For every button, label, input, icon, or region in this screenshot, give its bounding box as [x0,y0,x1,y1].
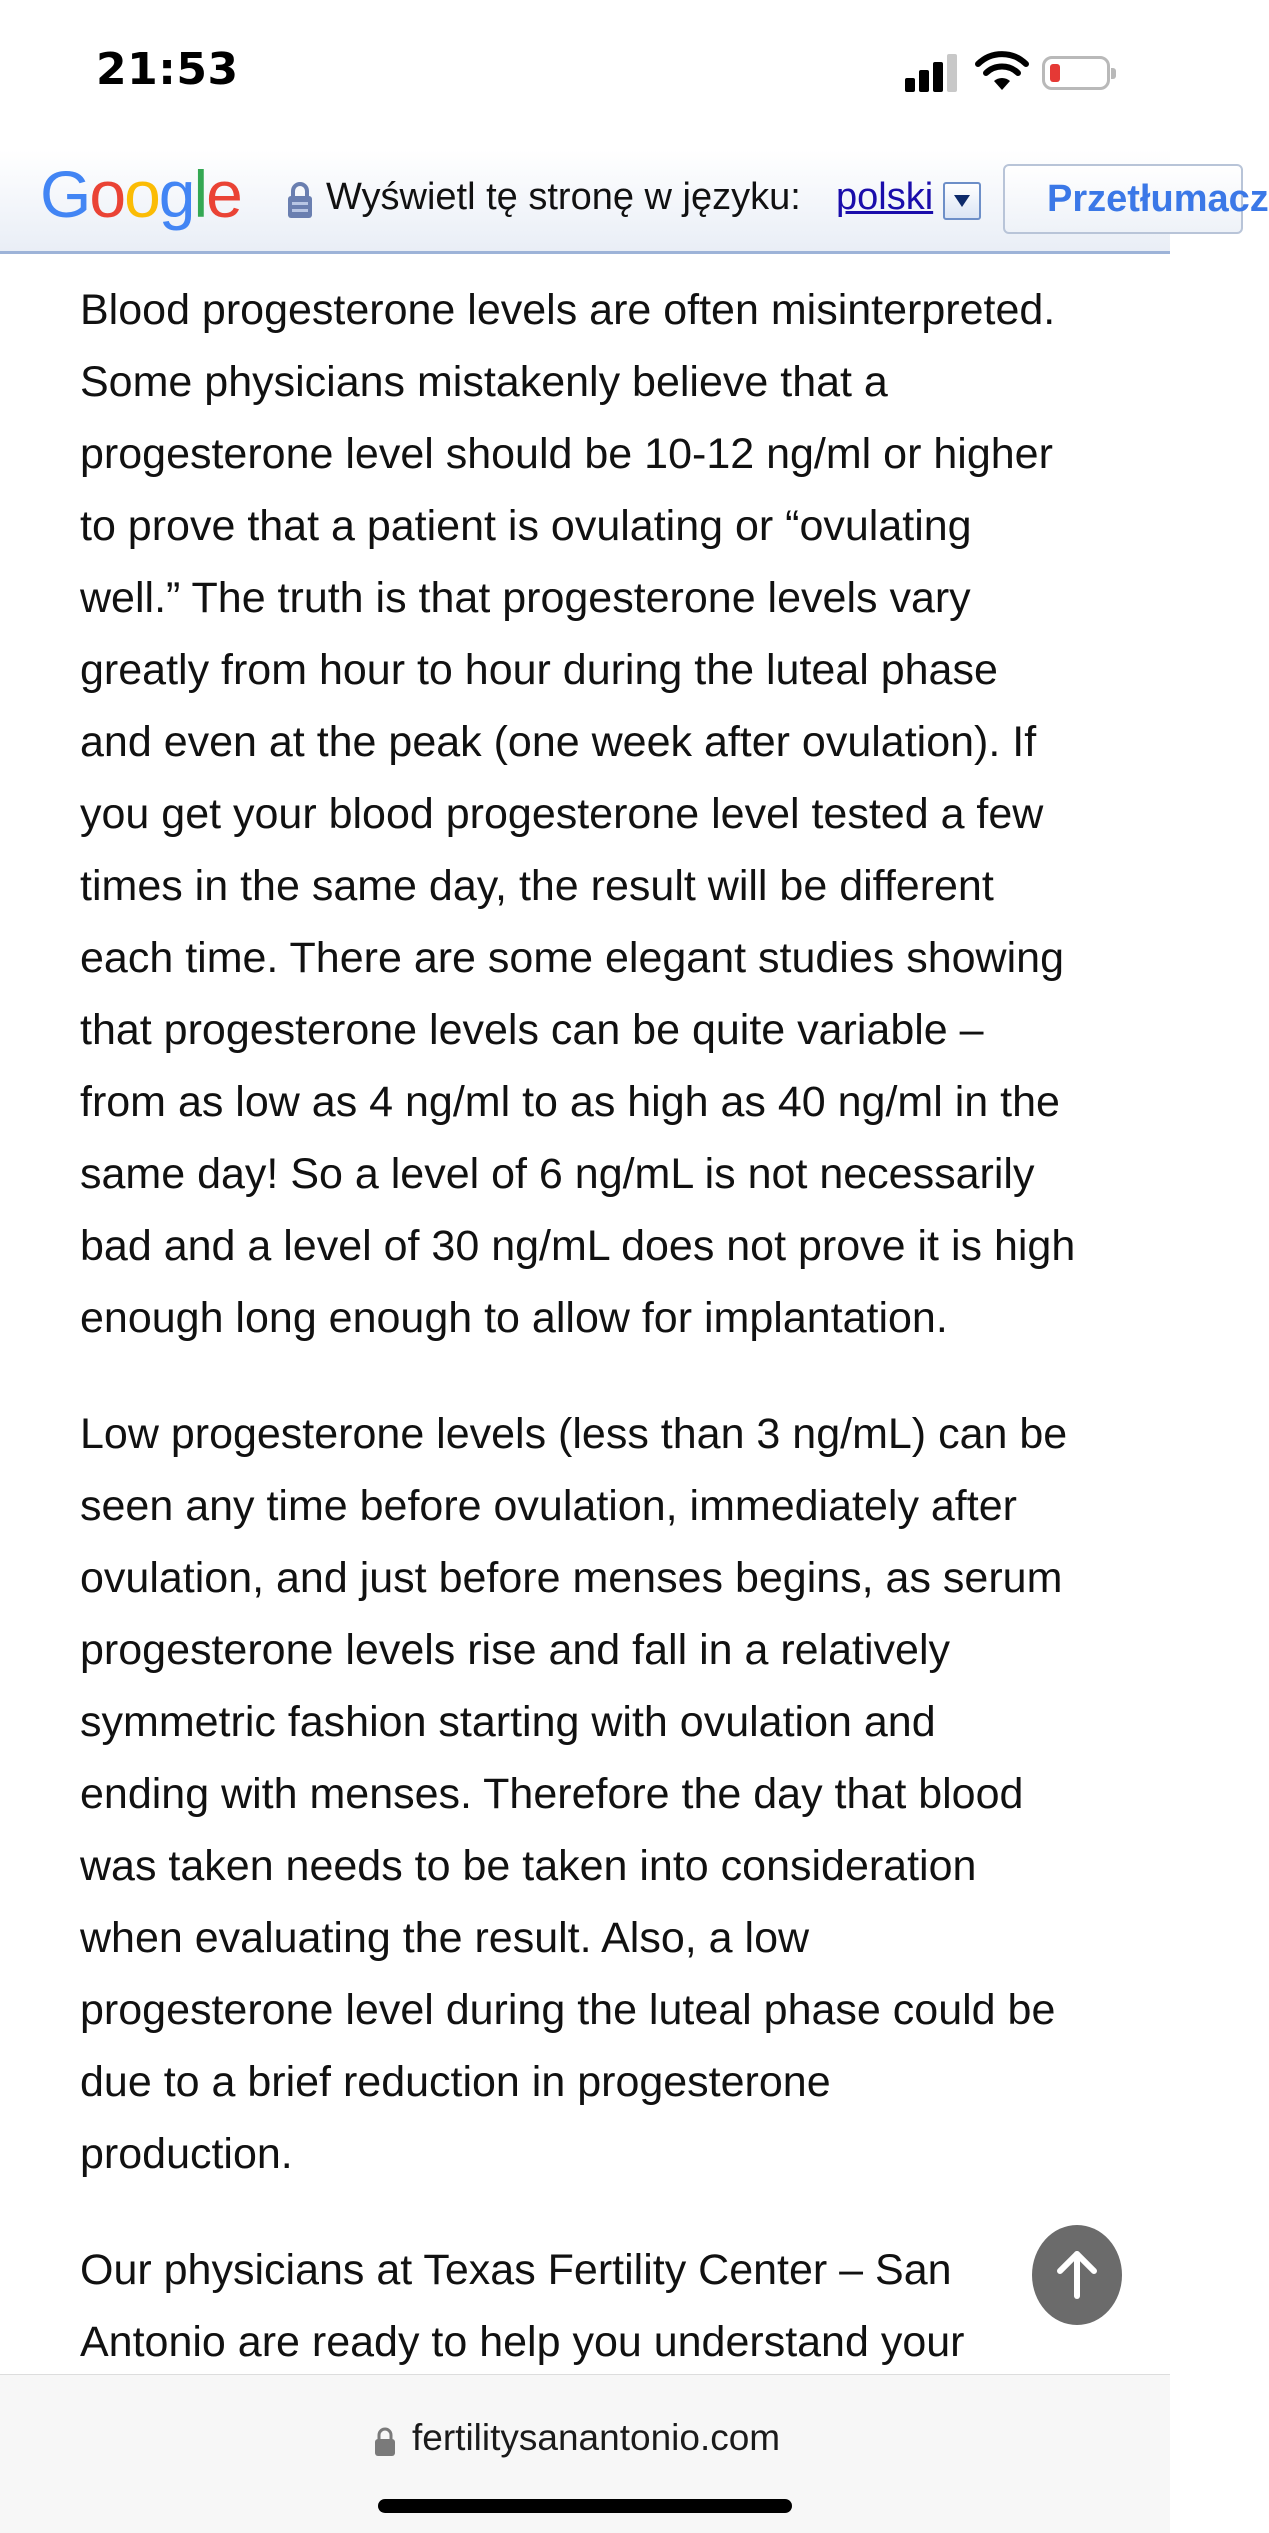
text-line: Low progesterone levels (less than 3 ng/mL) can be [80,1410,1068,1458]
status-bar [0,0,1170,150]
wifi-icon [975,50,1029,92]
battery-level [1050,64,1060,82]
text-line: Blood progesterone levels are often misinterpreted. [80,286,1056,334]
text-line: same day! So a level of 6 ng/mL is not necessarily [80,1150,1035,1198]
text-line: ending with menses. Therefore the day that blood [80,1770,1024,1818]
text-line: you get your blood progesterone level tested a few [80,790,1044,838]
browser-address-bar[interactable] [0,2374,1170,2533]
text-line: progesterone level during the luteal phase could be [80,1986,1056,2034]
paragraph [80,2234,1100,2378]
text-line: each time. There are some elegant studies showing [80,934,1064,982]
battery-icon [1042,56,1110,90]
language-link[interactable]: polski [836,176,934,218]
text-line: enough long enough to allow for implantation. [80,1294,948,1342]
google-translate-bar [0,150,1269,254]
google-logo-letter: g [158,157,194,231]
text-line: production. [80,2130,293,2178]
text-line: from as low as 4 ng/ml to as high as 40 ng/ml in the [80,1078,1060,1126]
paragraph [80,1398,1100,2190]
paragraph [80,274,1100,1354]
translate-button[interactable]: Przetłumacz [1003,164,1243,234]
address-url[interactable]: fertilitysanantonio.com [412,2417,781,2458]
text-line: times in the same day, the result will be different [80,862,994,910]
text-line: seen any time before ovulation, immediately after [80,1482,1017,1530]
text-line: Our physicians at Texas Fertility Center – San [80,2246,952,2294]
text-line: symmetric fashion starting with ovulation and [80,1698,936,1746]
text-line: bad and a level of 30 ng/mL does not prove it is high [80,1222,1076,1270]
text-line: progesterone levels rise and fall in a relatively [80,1626,951,1674]
cellular-signal-icon [905,52,959,92]
home-indicator[interactable] [378,2499,792,2513]
article-content [80,254,1100,2374]
google-logo-letter: e [206,157,241,231]
google-logo-letter: o [89,157,125,231]
status-time: 21:53 [96,44,239,95]
text-line: due to a brief reduction in progesterone [80,2058,831,2106]
translate-prompt: Wyświetl tę stronę w języku: [326,176,801,218]
google-logo-letter: o [124,157,159,231]
text-line: greatly from hour to hour during the luteal phase [80,646,998,694]
text-line: ovulation, and just before menses begins, as serum [80,1554,1063,1602]
google-logo [40,154,241,234]
text-line: that progesterone levels can be quite variable – [80,1006,984,1054]
text-line: well.” The truth is that progesterone levels vary [80,574,971,622]
lock-icon [374,2427,396,2457]
google-logo-letter: l [193,157,207,231]
google-logo-letter: G [40,157,90,231]
text-line: Some physicians mistakenly believe that a [80,358,888,406]
scroll-to-top-button[interactable] [1032,2225,1122,2325]
lock-icon [286,180,314,220]
text-line: Antonio are ready to help you understand your [80,2318,965,2366]
text-line: was taken needs to be taken into consideration [80,1842,977,1890]
text-line: progesterone level should be 10-12 ng/ml or higher [80,430,1053,478]
text-line: to prove that a patient is ovulating or “ovulating [80,502,972,550]
arrow-up-icon [1054,2250,1100,2300]
text-line: and even at the peak (one week after ovulation). If [80,718,1037,766]
text-line: when evaluating the result. Also, a low [80,1914,810,1962]
language-dropdown-icon[interactable] [943,182,981,220]
